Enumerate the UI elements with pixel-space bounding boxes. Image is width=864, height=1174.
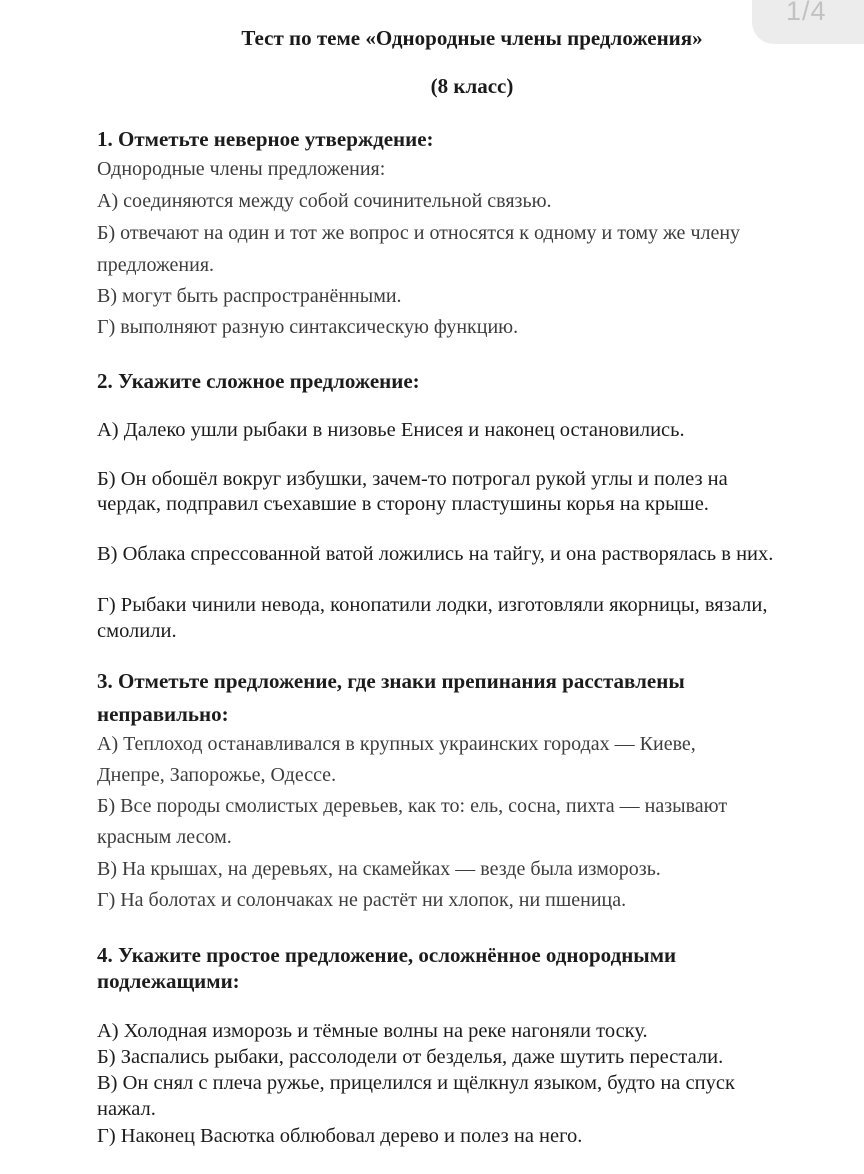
question-4-option-a: А) Холодная изморозь и тёмные волны на реке нагоняли тоску. — [97, 1020, 648, 1042]
page-subtitle: (8 класс) — [430, 74, 514, 98]
question-4-option-d: Г) Наконец Васютка облюбовал дерево и полез на него. — [97, 1125, 583, 1147]
question-1-option-a: А) соединяются между собой сочинительной связью. — [97, 190, 552, 212]
question-4-heading-line2: подлежащими: — [97, 969, 240, 993]
page-number: 1/4 — [786, 0, 827, 26]
question-2-option-c: В) Облака спрессованной ватой ложились на тайгу, и она растворялась в них. — [97, 543, 774, 565]
question-2-option-b-line1: Б) Он обошёл вокруг избушки, зачем-то потрогал рукой углы и полез на — [97, 468, 728, 490]
question-4-option-c-line2: нажал. — [97, 1098, 156, 1120]
question-3-option-b-line2: красным лесом. — [97, 826, 232, 848]
question-2-option-d-line2: смолили. — [97, 620, 177, 642]
question-1-option-b-line2: предложения. — [97, 254, 215, 276]
question-2-heading: 2. Укажите сложное предложение: — [97, 369, 420, 393]
question-3-option-c: В) На крышах, на деревьях, на скамейках — везде была изморозь. — [97, 858, 661, 880]
question-2-option-a: А) Далеко ушли рыбаки в низовье Енисея и наконец остановились. — [97, 419, 685, 441]
question-2-option-b-line2: чердак, подправил съехавшие в сторону пластушины корья на крыше. — [97, 493, 709, 515]
question-3-option-a-line2: Днепре, Запорожье, Одессе. — [97, 764, 337, 786]
question-2-option-d-line1: Г) Рыбаки чинили невода, конопатили лодки, изготовляли якорницы, вязали, — [97, 594, 768, 616]
question-1-lead: Однородные члены предложения: — [97, 158, 386, 180]
question-1-option-c: В) могут быть распространёнными. — [97, 285, 402, 307]
page-title: Тест по теме «Однородные члены предложения» — [241, 26, 703, 50]
question-3-option-b-line1: Б) Все породы смолистых деревьев, как то: ель, сосна, пихта — называют — [97, 795, 728, 817]
question-1-option-d: Г) выполняют разную синтаксическую функцию. — [97, 316, 519, 338]
question-1-heading: 1. Отметьте неверное утверждение: — [97, 127, 434, 151]
question-3-heading-line2: неправильно: — [97, 702, 229, 726]
question-1-option-b-line1: Б) отвечают на один и тот же вопрос и относятся к одному и тому же члену — [97, 222, 741, 244]
question-3-option-a-line1: А) Теплоход останавливался в крупных украинских городах — Киеве, — [97, 733, 696, 755]
question-3-heading-line1: 3. Отметьте предложение, где знаки препинания расставлены — [97, 669, 685, 693]
question-4-option-c-line1: В) Он снял с плеча ружье, прицелился и щёлкнул языком, будто на спуск — [97, 1072, 735, 1094]
question-4-heading-line1: 4. Укажите простое предложение, осложнённое однородными — [97, 943, 677, 967]
question-4-option-b: Б) Заспались рыбаки, рассолодели от безделья, даже шутить перестали. — [97, 1046, 724, 1068]
question-3-option-d: Г) На болотах и солончаках не растёт ни хлопок, ни пшеница. — [97, 889, 627, 911]
